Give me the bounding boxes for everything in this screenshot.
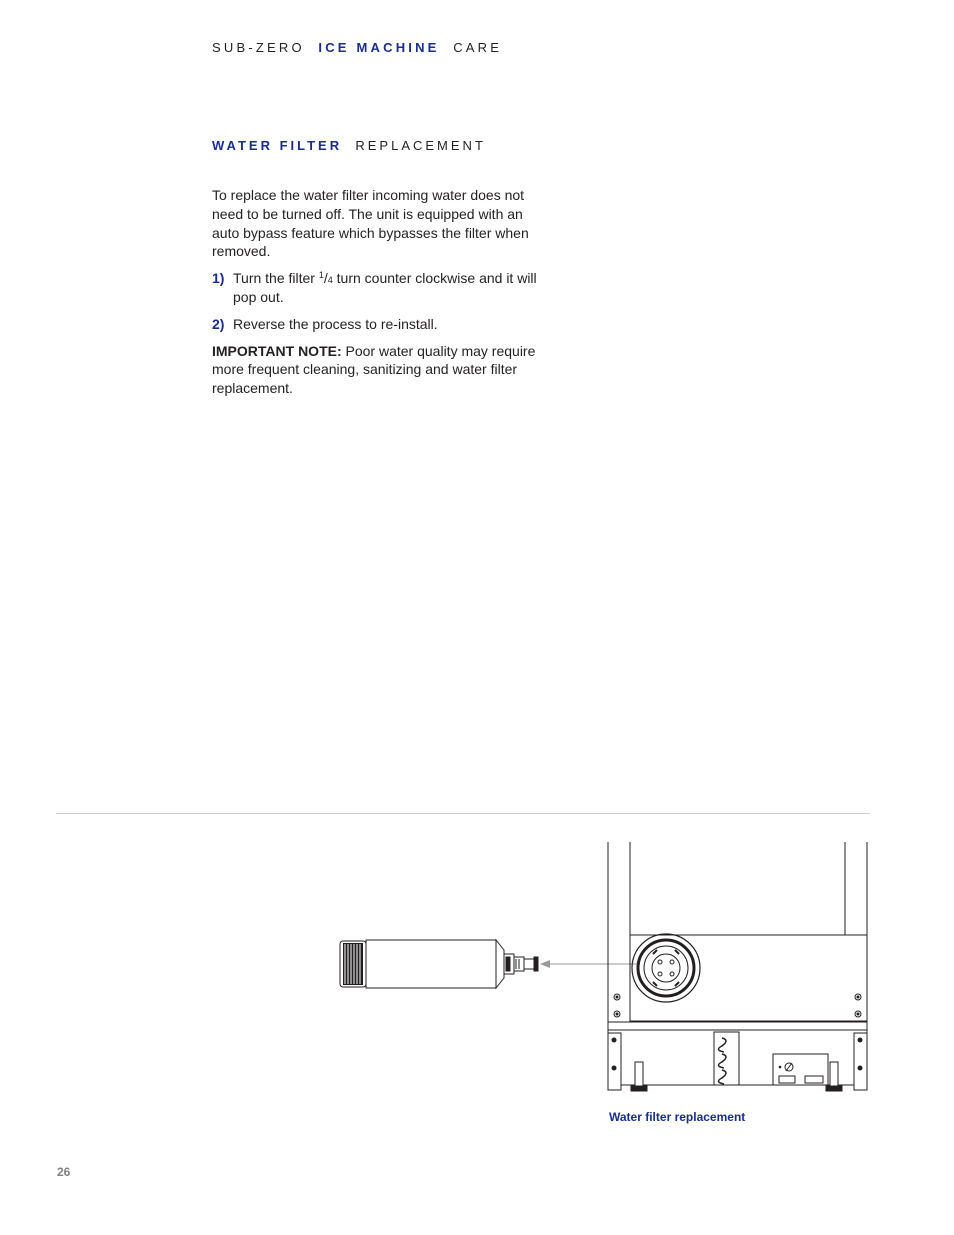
- page-number: 26: [57, 1165, 71, 1179]
- step-text: Reverse the process to re-install.: [233, 315, 438, 332]
- step-text: [233, 269, 542, 307]
- header-product: ICE MACHINE: [318, 40, 440, 55]
- note-label: IMPORTANT NOTE:: [212, 342, 342, 359]
- step-text-before: Turn the filter: [233, 270, 315, 287]
- section-title-rest: REPLACEMENT: [355, 138, 486, 153]
- header-brand: SUB-ZERO: [212, 40, 305, 55]
- header-suffix: CARE: [453, 40, 503, 55]
- step-2: [212, 315, 542, 334]
- fraction: $^1$/4: [318, 270, 333, 287]
- section-title-strong: WATER FILTER: [212, 138, 343, 153]
- important-note: [212, 342, 542, 398]
- ice-machine-cabinet: [608, 842, 867, 1091]
- body-text: [212, 186, 542, 406]
- filter-body: [366, 940, 496, 988]
- filter-neck: [496, 940, 504, 988]
- step-text-after: turn counter clockwise and it will pop out.: [233, 270, 537, 305]
- fraction-numerator: 1: [318, 270, 324, 281]
- illustration-drawing: [330, 838, 875, 1098]
- step-number: 1): [212, 270, 225, 287]
- fraction-denominator: 4: [327, 275, 333, 286]
- figure-caption: Water filter replacement: [609, 1110, 746, 1124]
- filter-cap: [340, 941, 366, 987]
- note-text: Poor water quality may require more frequent cleaning, sanitizing and water filter replacement.: [212, 342, 536, 397]
- step-1: [212, 269, 542, 307]
- running-header: [212, 40, 502, 55]
- removal-arrow: [540, 960, 640, 968]
- intro-paragraph: To replace the water filter incoming water does not need to be turned off. The unit is equipped with an auto bypass feature which bypasses the filter when removed.: [212, 187, 529, 260]
- section-divider: [56, 813, 870, 814]
- water-filter-illustration: [330, 838, 875, 1103]
- step-number: 2): [212, 315, 225, 332]
- section-title: [212, 138, 486, 153]
